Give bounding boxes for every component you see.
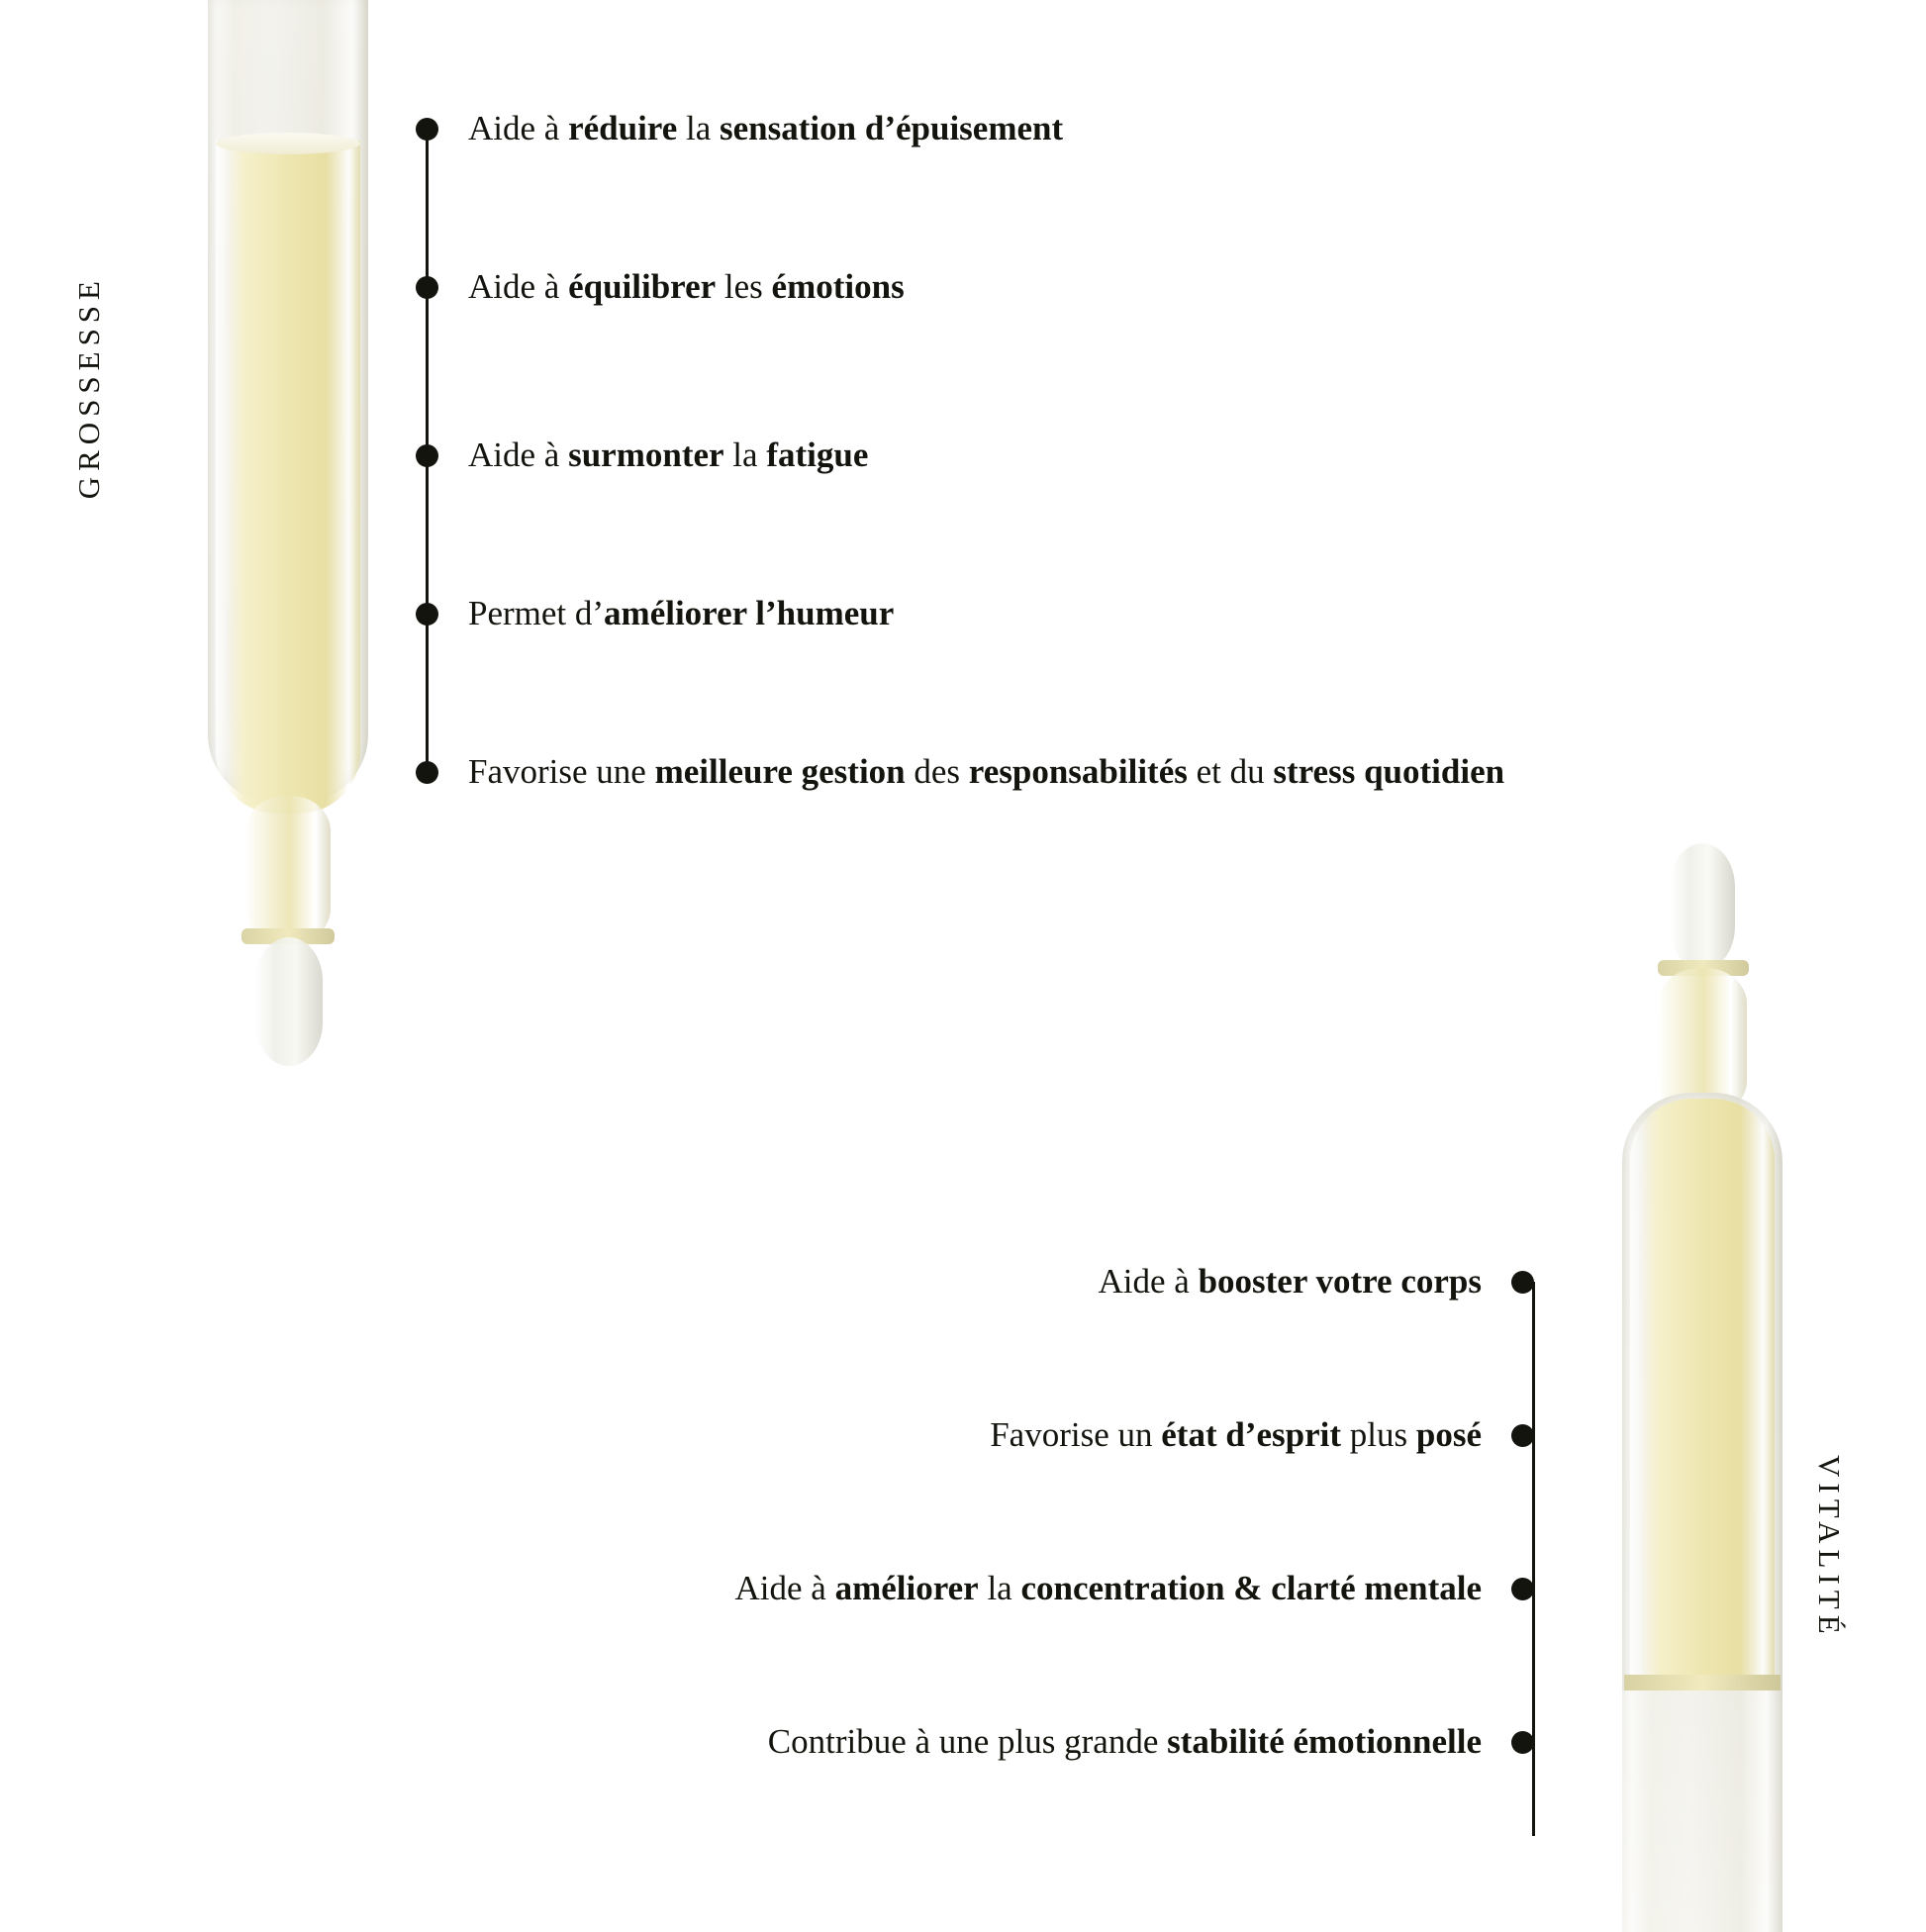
bullet-dot-icon (416, 276, 438, 299)
list-item (1098, 1262, 1534, 1302)
bullet-dot-icon (1511, 1578, 1534, 1600)
list-item (416, 435, 868, 475)
benefit-text: Favorise une meilleure gestion des responsabilités et du stress quotidien (468, 751, 1505, 791)
bullet-dot-icon (416, 761, 438, 784)
bullet-dot-icon (416, 118, 438, 141)
list-item (416, 109, 1063, 148)
list-item (416, 752, 1504, 792)
benefit-text: Contribue à une plus grande stabilité émotionnelle (767, 1721, 1482, 1761)
benefit-text: Aide à équilibrer les émotions (468, 266, 905, 306)
benefit-text: Permet d’améliorer l’humeur (468, 593, 895, 632)
benefit-text: Favorise un état d’esprit plus posé (990, 1414, 1482, 1454)
bullet-dot-icon (416, 444, 438, 467)
bullet-dot-icon (1511, 1731, 1534, 1754)
benefit-text: Aide à surmonter la fatigue (468, 435, 869, 474)
side-label-vitalite: VITALITÉ (1812, 1455, 1847, 1640)
list-item (735, 1569, 1535, 1608)
list-item (416, 594, 894, 633)
bullet-dot-icon (416, 603, 438, 626)
benefit-text: Aide à réduire la sensation d’épuisement (468, 108, 1064, 147)
bullet-dot-icon (1511, 1424, 1534, 1447)
list-item (990, 1415, 1534, 1455)
benefit-text: Aide à améliorer la concentration & clarté mentale (734, 1568, 1482, 1607)
ampoule-tip (1670, 843, 1735, 970)
list-item (416, 267, 905, 307)
benefit-text: Aide à booster votre corps (1098, 1261, 1482, 1301)
benefit-list-grossesse (0, 0, 1926, 851)
benefit-list-vitalite (0, 1168, 1926, 1920)
list-item (768, 1722, 1534, 1762)
ampoule-tip (255, 937, 323, 1066)
side-label-grossesse: GROSSESSE (71, 275, 106, 500)
bullet-dot-icon (1511, 1271, 1534, 1294)
